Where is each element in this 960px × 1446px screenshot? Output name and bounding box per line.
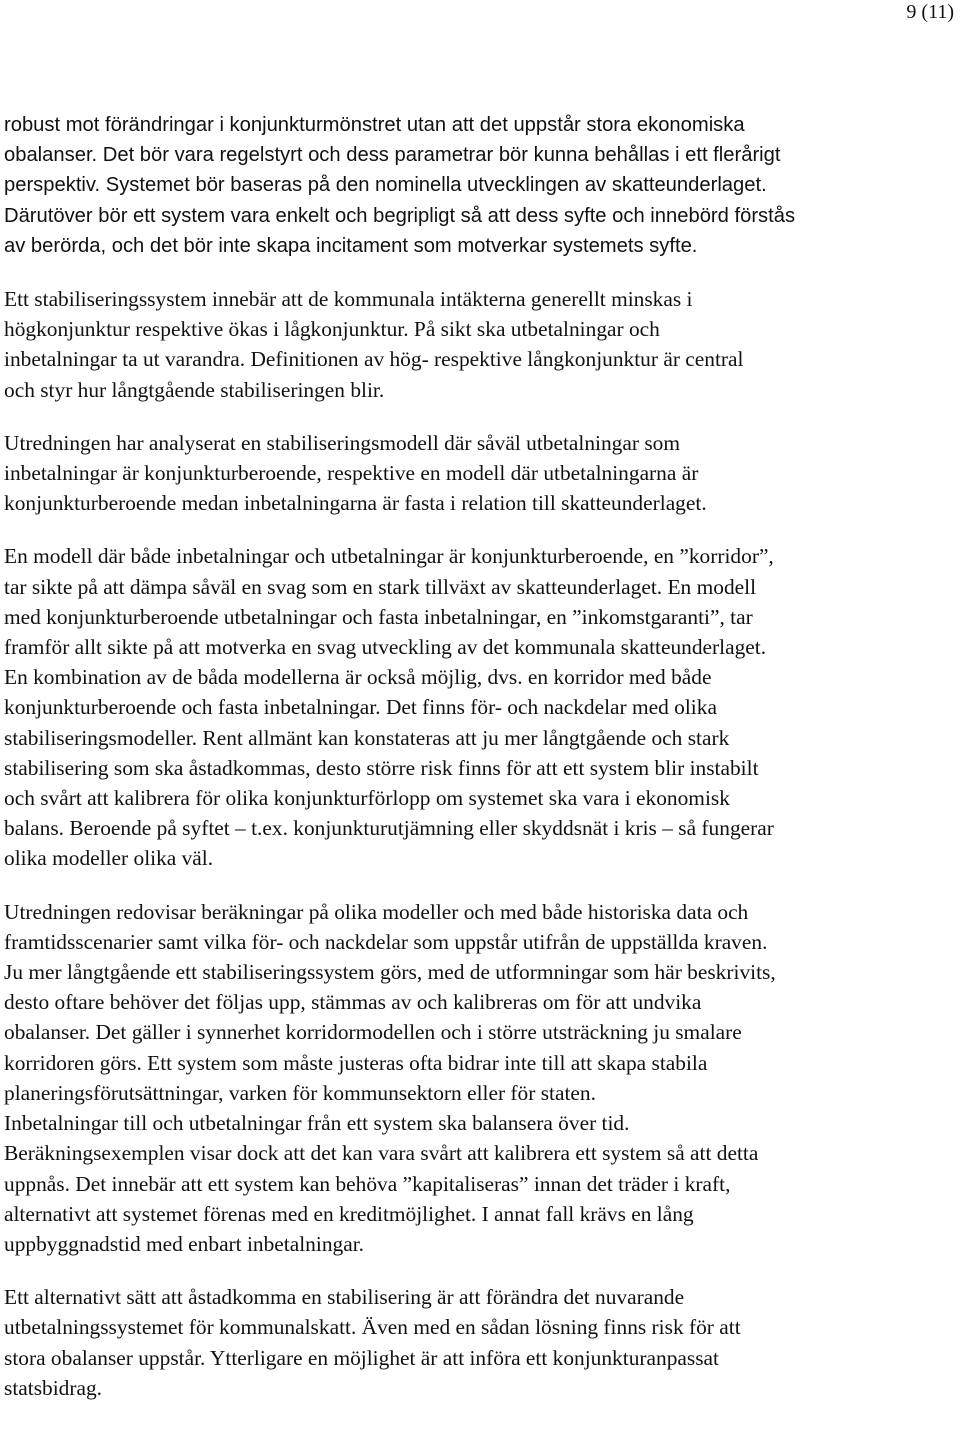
text-line: konjunkturberoende medan inbetalningarna är fasta i relation till skatteunderlaget. xyxy=(4,491,707,516)
text-line: Därutöver bör ett system vara enkelt och begripligt så att dess syfte och innebörd förstås xyxy=(4,204,796,227)
paragraph xyxy=(4,428,956,519)
text-line: med konjunkturberoende utbetalningar och fasta inbetalningar, en ”inkomstgaranti”, tar xyxy=(4,604,753,629)
text-line: framtidsscenarier samt vilka för- och nackdelar som uppstår utifrån de uppställda kraven. xyxy=(4,929,768,954)
text-line: Ett stabiliseringssystem innebär att de kommunala intäkterna generellt minskas i xyxy=(4,287,693,312)
text-line: alternativt att systemet förenas med en kreditmöjlighet. I annat fall krävs en lång xyxy=(4,1201,694,1226)
text-line: Utredningen redovisar beräkningar på olika modeller och med både historiska data och xyxy=(4,899,749,924)
text-line: planeringsförutsättningar, varken för kommunsektorn eller för staten. xyxy=(4,1080,596,1105)
text-line: robust mot förändringar i konjunkturmönstret utan att det uppstår stora ekonomiska xyxy=(4,114,745,136)
text-line: Utredningen har analyserat en stabiliseringsmodell där såväl utbetalningar som xyxy=(4,430,680,455)
text-line: tar sikte på att dämpa såväl en svag som en stark tillväxt av skatteunderlaget. En modell xyxy=(4,574,757,599)
text-line: olika modeller olika väl. xyxy=(4,846,214,871)
text-line: obalanser. Det gäller i synnerhet korridormodellen och i större utsträckning ju smalare xyxy=(4,1020,742,1045)
text-line: statsbidrag. xyxy=(4,1375,103,1400)
text-line: obalanser. Det bör vara regelstyrt och dess parametrar bör kunna behållas i ett flerårigt xyxy=(4,144,781,167)
page-number: 9 (11) xyxy=(906,1,954,23)
text-line: Ett alternativt sätt att åstadkomma en stabilisering är att förändra det nuvarande xyxy=(4,1285,685,1310)
text-line: balans. Beroende på syftet – t.ex. konjunkturutjämning eller skyddsnät i kris – så fungerar xyxy=(4,816,774,841)
paragraph xyxy=(4,1282,956,1403)
text-line: uppbyggnadstid med enbart inbetalningar. xyxy=(4,1231,364,1256)
document-body xyxy=(4,110,956,1426)
text-line: inbetalningar ta ut varandra. Definitionen av hög- respektive långkonjunktur är central xyxy=(4,347,744,372)
text-line: högkonjunktur respektive ökas i lågkonjunktur. På sikt ska utbetalningar och xyxy=(4,317,660,342)
text-line: och svårt att kalibrera för olika konjunkturförlopp om systemet ska vara i ekonomisk xyxy=(4,786,730,811)
text-line: Inbetalningar till och utbetalningar från ett system ska balansera över tid. xyxy=(4,1111,630,1136)
paragraph xyxy=(4,284,956,405)
text-line: stora obalanser uppstår. Ytterligare en möjlighet är att införa ett konjunkturanpassat xyxy=(4,1345,719,1370)
paragraph xyxy=(4,110,956,261)
text-line: desto oftare behöver det följas upp, stämmas av och kalibreras om för att undvika xyxy=(4,990,702,1015)
text-line: konjunkturberoende och fasta inbetalningar. Det finns för- och nackdelar med olika xyxy=(4,695,717,720)
text-line: uppnås. Det innebär att ett system kan behöva ”kapitaliseras” innan det träder i kraft, xyxy=(4,1171,731,1196)
text-line: perspektiv. Systemet bör baseras på den nominella utvecklingen av skatteunderlaget. xyxy=(4,174,767,197)
text-line: och styr hur långtgående stabiliseringen blir. xyxy=(4,377,385,402)
text-line: Ju mer långtgående ett stabiliseringssystem görs, med de utformningar som här beskrivits, xyxy=(4,960,776,985)
text-line: En modell där både inbetalningar och utbetalningar är konjunkturberoende, en ”korridor”, xyxy=(4,544,774,569)
text-line: utbetalningssystemet för kommunalskatt. Även med en sådan lösning finns risk för att xyxy=(4,1315,741,1340)
text-line: inbetalningar är konjunkturberoende, respektive en modell där utbetalningarna är xyxy=(4,461,699,486)
text-line: framför allt sikte på att motverka en svag utveckling av det kommunala skatteunderlaget. xyxy=(4,635,767,660)
text-line: stabiliseringsmodeller. Rent allmänt kan konstateras att ju mer långtgående och stark xyxy=(4,725,730,750)
paragraph xyxy=(4,541,956,873)
text-line: Beräkningsexemplen visar dock att det kan vara svårt att kalibrera ett system så att detta xyxy=(4,1141,759,1166)
text-line: En kombination av de båda modellerna är också möjlig, dvs. en korridor med både xyxy=(4,665,712,690)
text-line: av berörda, och det bör inte skapa incitament som motverkar systemets syfte. xyxy=(4,234,698,257)
paragraph xyxy=(4,897,956,1259)
text-line: korridoren görs. Ett system som måste justeras ofta bidrar inte till att skapa stabila xyxy=(4,1050,708,1075)
text-line: stabilisering som ska åstadkommas, desto större risk finns för att ett system blir instabilt xyxy=(4,755,759,780)
